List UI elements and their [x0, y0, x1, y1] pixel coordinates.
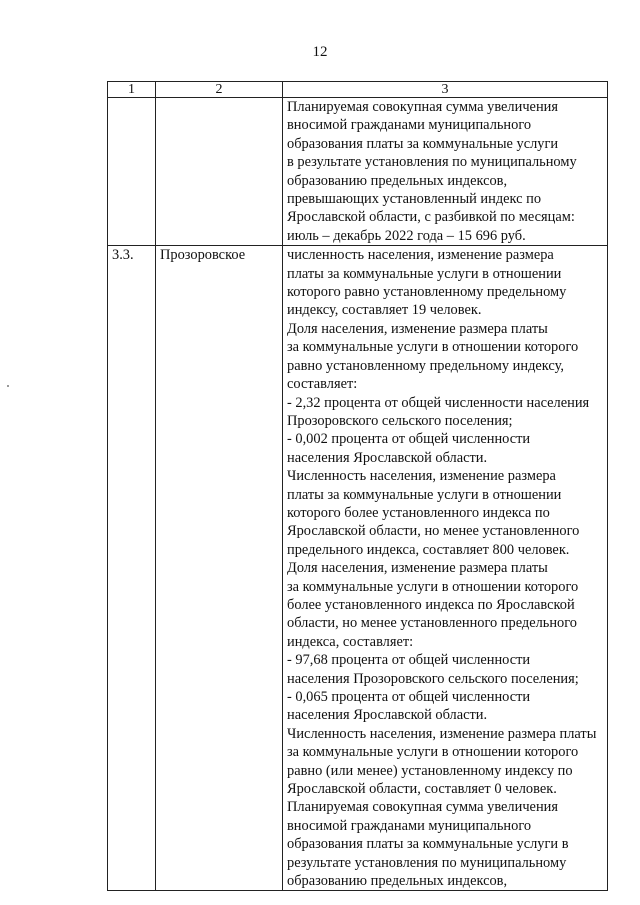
text-line: июль – декабрь 2022 года – 15 696 руб. — [287, 227, 526, 244]
text-line: вносимой гражданами муниципального — [287, 817, 532, 834]
text-line: населения Ярославской области. — [287, 707, 488, 724]
text-line: которого более установленного индекса по — [287, 504, 550, 521]
table-row-continued — [108, 98, 608, 246]
text-line: за коммунальные услуги в отношении которого — [287, 578, 579, 595]
text-line: Прозоровского сельского поселения; — [287, 412, 513, 429]
text-line: вносимой гражданами муниципального — [287, 117, 532, 134]
text-line: численность населения, изменение размера — [287, 247, 554, 264]
text-line: - 0,065 процента от общей численности — [287, 689, 531, 705]
text-line: образованию предельных индексов, — [287, 172, 508, 189]
text-line: за коммунальные услуги в отношении которого — [287, 339, 579, 356]
text-line: образования платы за коммунальные услуги — [287, 135, 559, 152]
scan-speck — [7, 385, 9, 387]
text-line: которого равно установленному предельному — [287, 284, 567, 301]
text-line: - 97,68 процента от общей численности — [287, 652, 531, 669]
text-line: платы за коммунальные услуги в отношении — [287, 486, 562, 503]
row-number-cell: 3.3. — [108, 246, 156, 891]
text-line: за коммунальные услуги в отношении которого — [287, 744, 579, 761]
document-table — [107, 81, 608, 891]
text-line: платы за коммунальные услуги в отношении — [287, 265, 562, 282]
text-line: Численность населения, изменение размера платы — [287, 725, 597, 742]
text-line: Планируемая совокупная сумма увеличения — [287, 799, 558, 816]
text-line: населения Ярославской области. — [287, 449, 488, 466]
page-number: 12 — [312, 44, 328, 60]
municipality-name-cell: Прозоровское — [156, 246, 283, 891]
text-line: Ярославской области, с разбивкой по месяцам: — [287, 209, 575, 226]
text-line: - 0,002 процента от общей численности — [287, 431, 531, 448]
text-line: в результате установления по муниципальному — [287, 154, 577, 171]
text-line: Доля населения, изменение размера платы — [287, 320, 548, 337]
text-line: превышающих установленный индекс по — [287, 191, 542, 208]
header-col-2: 2 — [156, 82, 283, 98]
header-col-1: 1 — [108, 82, 156, 98]
text-line: равно установленному предельному индексу, — [287, 357, 564, 374]
text-line: населения Прозоровского сельского поселения; — [287, 670, 579, 687]
text-line: Ярославской области, но менее установленного — [287, 523, 580, 540]
text-line: предельного индекса, составляет 800 человек. — [287, 541, 570, 558]
row-number-cell — [108, 98, 156, 246]
text-line: результате установления по муниципальному — [287, 854, 567, 871]
text-line: Доля населения, изменение размера платы — [287, 560, 548, 577]
text-line: образования платы за коммунальные услуги в — [287, 836, 569, 853]
text-line: Планируемая совокупная сумма увеличения — [287, 99, 558, 115]
text-line: индексу, составляет 19 человек. — [287, 302, 482, 319]
table-header-row — [108, 82, 608, 98]
municipality-name-cell — [156, 98, 283, 246]
text-line: индекса, составляет: — [287, 633, 414, 650]
text-line: образованию предельных индексов, — [287, 873, 508, 890]
text-line: Ярославской области, составляет 0 человек. — [287, 781, 557, 798]
text-line: более установленного индекса по Ярославской — [287, 596, 575, 613]
text-line: - 2,32 процента от общей численности населения — [287, 394, 590, 411]
text-line: составляет: — [287, 376, 358, 393]
description-cell — [283, 246, 608, 891]
table-row-3-3 — [108, 246, 608, 891]
description-cell — [283, 98, 608, 246]
header-col-3: 3 — [283, 82, 608, 98]
text-line: области, но менее установленного предельного — [287, 615, 577, 632]
text-line: равно (или менее) установленному индексу по — [287, 762, 573, 779]
text-line: Численность населения, изменение размера — [287, 468, 556, 485]
